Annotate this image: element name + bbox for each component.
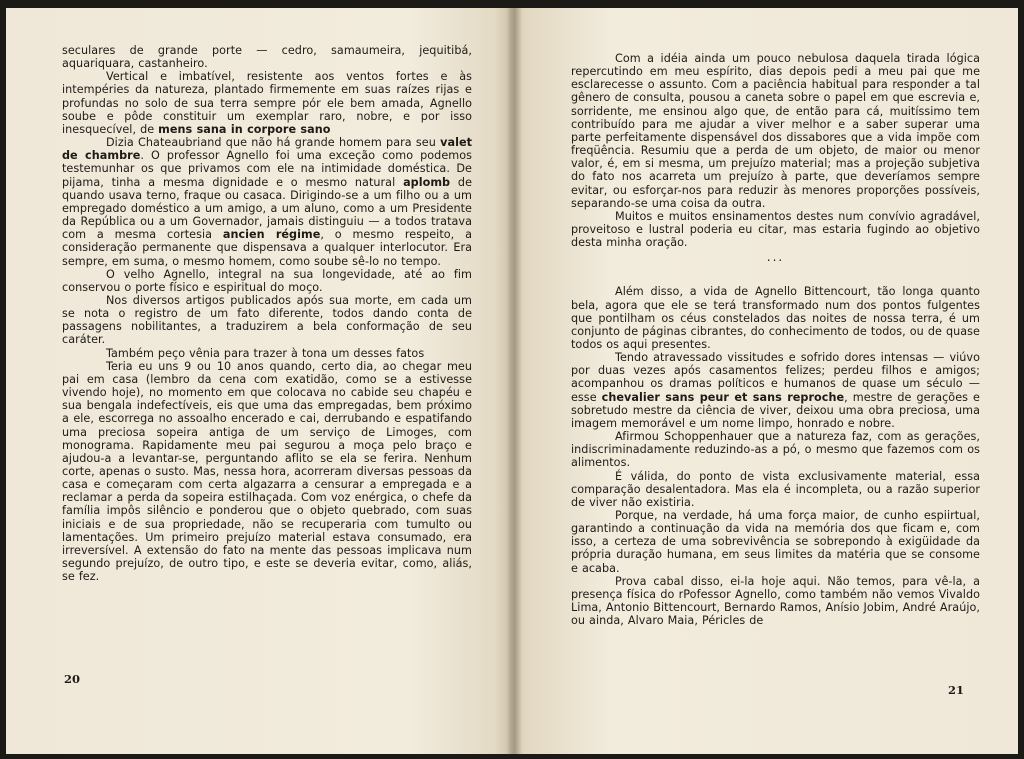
- paragraph: Também peço vênia para trazer à tona um desses fatos: [106, 346, 425, 360]
- paragraph: Dizia Chateaubriand que não há grande homem para seu valet de chambre. O professor Agnello foi uma exceção como podemos testemunhar os que privamos com ele na intimidade doméstica. De pijama, tinha a mesma dignidade e o mesmo natural aplomb de quando usava terno, fraque ou casaca. Dirigindo-se a um filho ou a um empregado doméstico a um amigo, a um aluno, como a um Presidente da República ou a um Governador, jamais distinguiu — a todos tratava com a mesma cortesia ancien régime, o mesmo respeito, a consideração permanente que dispensava a qualquer interlocutor. Era sempre, em suma, o mesmo homem, como soube sê-lo no tempo.: [62, 136, 472, 268]
- paragraph: Teria eu uns 9 ou 10 anos quando, certo dia, ao chegar meu pai em casa (lembro da cena com exatidão, como se a estivesse vivendo hoje), no momento em que colocava no cabide seu chapéu e sua bengala indefectíveis, eis que uma das empregadas, bem próximo a ele, escorrega no assoalho encerado e cai, derrubando e espatifando uma preciosa sopeira antiga de um serviço de Limoges, com monograma. Rapidamente meu pai segurou a moça pelo braço e ajudou-a a levantar-se, perguntando aflito se ela se ferira. Nenhum corte, apenas o susto. Mas, nessa hora, acorreram diversas pessoas da casa e começaram com certa algazarra a censurar a empregada e a reclamar a perda da sopeira estilhaçada. Com voz enérgica, o chefe da família impôs silêncio e ponderou que o objeto quebrado, com suas iniciais e de sua propriedade, não se recuperaria com tumulto ou lamentações. Um primeiro prejuízo material estava consumado, era irreversível. A extensão do fato na mente das pessoas implicava num segundo prejuízo, de outro tipo, e este se deveria evitar, como, aliás, se fez.: [62, 359, 472, 584]
- paragraph: É válida, do ponto de vista exclusivamente material, essa comparação desalentadora. Mas ela é incompleta, ou a razão superior de viver não existiria.: [571, 469, 980, 509]
- paragraph: seculares de grande porte — cedro, samaumeira, jequitibá, aquariquara, castanheiro.: [62, 44, 472, 71]
- left-page: [6, 8, 510, 754]
- paragraph: Afirmou Schoppenhauer que a natureza faz, com as gerações, indiscriminadamente reduzindo-as a pó, o mesmo que fazemos com os alimentos.: [571, 430, 980, 470]
- paragraph: Com a idéia ainda um pouco nebulosa daquela tirada lógica repercutindo em meu espírito, dias depois pedi a meu pai que me esclarecesse o assunto. Com a paciência habitual para responder a tal gênero de consulta, pousou a caneta sobre o papel em que escrevia e, sorridente, me ensinou algo que, de então para cá, muitíssimo tem contribuído para me ajudar a viver melhor e a saber superar uma parte perfeitamente dispensável dos dissabores que a vida impõe com freqüência. Resumiu que a perda de um objeto, de maior ou menor valor, é, em si mesma, um prejuízo material; mas a projeção subjetiva do fato nos acarreta um prejuízo à parte, que deveríamos sempre evitar, ou esforçar-nos para reduzir às menores proporções possíveis, separando-se uma coisa da outra.: [571, 52, 980, 210]
- paragraph: Prova cabal disso, ei-la hoje aqui. Não temos, para vê-la, a presença física do rPofessor Agnello, como também não vemos Vivaldo Lima, Antonio Bittencourt, Bernardo Ramos, Anísio Jobim, André Araújo, ou ainda, Alvaro Maia, Péricles de: [571, 574, 980, 628]
- right-page-text: [571, 52, 980, 627]
- paragraph: O velho Agnello, integral na sua longevidade, até ao fim conservou o porte físico e espiritual do moço.: [62, 267, 472, 294]
- paragraph: Nos diversos artigos publicados após sua morte, em cada um se nota o registro de um fato diferente, todos dando conta de passagens nobilitantes, a traduzirem a bela conformação de seu caráter.: [62, 293, 472, 347]
- paragraph: Tendo atravessado vissitudes e sofrido dores intensas — viúvo por duas vezes após casamentos felizes; perdeu filhos e amigos; acompanhou os dramas políticos e humanos de quase um século — esse chevalier sans peur et sans reproche, mestre de gerações e sobretudo mestre da ciência de viver, deixou uma obra preciosa, uma imagem memorável e um nome limpo, honrado e nobre.: [571, 351, 980, 430]
- page-number: 21: [948, 683, 965, 697]
- paragraph: Vertical e imbatível, resistente aos ventos fortes e às intempéries da natureza, plantado firmemente em suas raízes rijas e profundas no solo de sua terra sempre pór ele bem amada, Agnello soube e pôde constituir um exemplar raro, nobre, e por isso inesquecível, de mens sana in corpore sano: [62, 70, 472, 136]
- page-number: 20: [64, 672, 81, 686]
- paragraph: Porque, na verdade, há uma força maior, de cunho espiirtual, garantindo a continuação da vida na memória dos que ficam e, com isso, a certeza de uma sobrevivência se sobrepondo à exigüidade da própria duração humana, em seus limites da matéria que se consome e acaba.: [571, 509, 980, 575]
- paragraph: Além disso, a vida de Agnello Bittencourt, tão longa quanto bela, agora que ele se terá transformado num dos pontos fulgentes que pontilham os céus constelados das noites de nossa terra, é um conjunto de páginas cibrantes, do conhecimento de todos, ou de quase todos os aqui presentes.: [571, 285, 980, 351]
- section-separator: ...: [766, 250, 785, 265]
- left-page-text: [62, 44, 472, 583]
- book-spread: [6, 8, 1018, 754]
- paragraph: Muitos e muitos ensinamentos destes num convívio agradável, proveitoso e lustral poderia eu citar, mas estaria fugindo ao objetivo desta minha oração.: [571, 209, 980, 250]
- right-page: [510, 8, 1018, 754]
